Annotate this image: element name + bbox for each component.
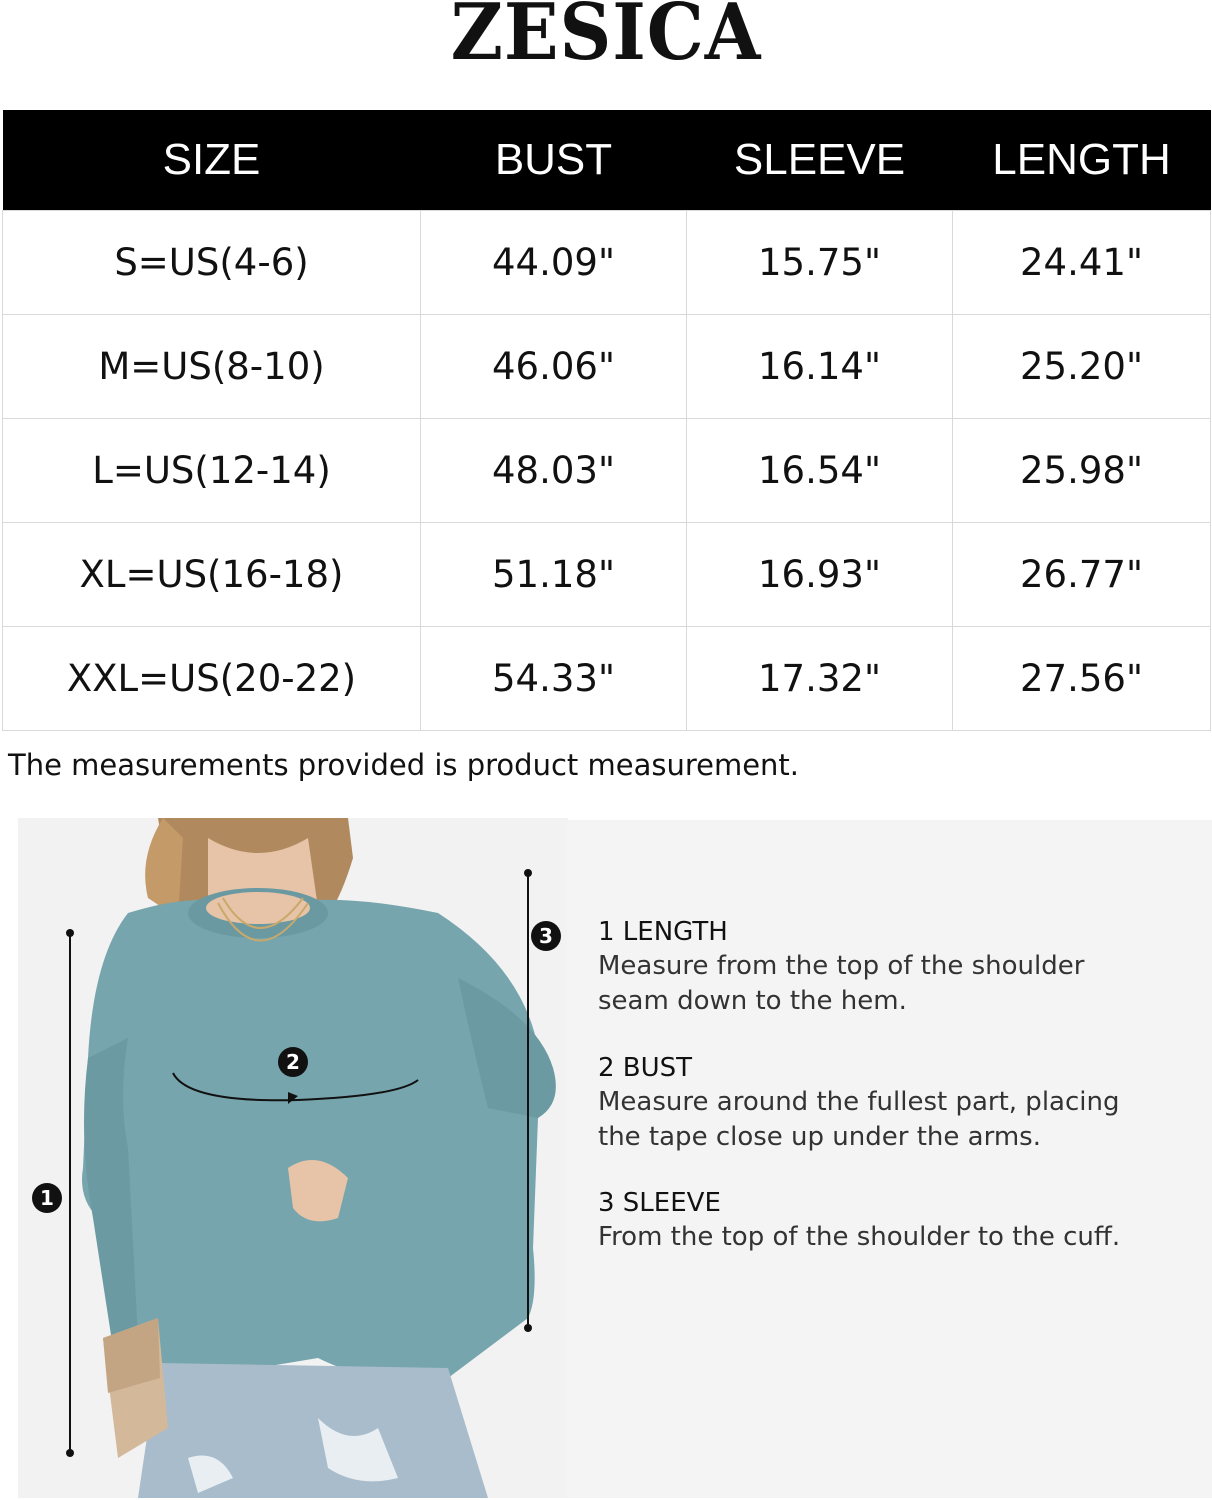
instruction-sleeve (598, 1186, 1120, 1255)
table-header-row (3, 110, 1211, 211)
header-length: LENGTH (953, 110, 1211, 211)
cell-bust: 48.03" (421, 419, 687, 523)
cell-bust: 46.06" (421, 315, 687, 419)
cell-sleeve: 16.93" (687, 523, 953, 627)
table-row (3, 315, 1211, 419)
measurement-note: The measurements provided is product measurement. (8, 748, 800, 782)
cell-size: XXL=US(20-22) (3, 627, 421, 731)
header-size: SIZE (3, 110, 421, 211)
cell-length: 25.98" (953, 419, 1211, 523)
cell-sleeve: 15.75" (687, 211, 953, 315)
header-sleeve: SLEEVE (687, 110, 953, 211)
cell-size: L=US(12-14) (3, 419, 421, 523)
marker-3-icon: 3 (531, 921, 561, 951)
instruction-length (598, 915, 1084, 1019)
cell-size: XL=US(16-18) (3, 523, 421, 627)
cell-length: 27.56" (953, 627, 1211, 731)
header-bust: BUST (421, 110, 687, 211)
cell-bust: 44.09" (421, 211, 687, 315)
instruction-text: Measure from the top of the shoulder (598, 951, 1085, 981)
instruction-title: 3 SLEEVE (598, 1188, 721, 1218)
instruction-title: 1 LENGTH (598, 917, 728, 947)
brand-logo: ZESICA (450, 0, 762, 78)
instruction-text: From the top of the shoulder to the cuff. (598, 1222, 1121, 1252)
instruction-text: Measure around the fullest part, placing (598, 1087, 1120, 1117)
instruction-bust (598, 1051, 1119, 1155)
instruction-title: 2 BUST (598, 1053, 693, 1083)
marker-2-icon: 2 (278, 1047, 308, 1077)
measurement-overlay (18, 818, 568, 1498)
cell-sleeve: 16.14" (687, 315, 953, 419)
cell-size: M=US(8-10) (3, 315, 421, 419)
cell-sleeve: 17.32" (687, 627, 953, 731)
instruction-text: seam down to the hem. (598, 986, 907, 1016)
cell-length: 25.20" (953, 315, 1211, 419)
cell-bust: 54.33" (421, 627, 687, 731)
model-photo (18, 818, 568, 1498)
marker-1-icon: 1 (32, 1183, 62, 1213)
cell-size: S=US(4-6) (3, 211, 421, 315)
table-row (3, 523, 1211, 627)
cell-sleeve: 16.54" (687, 419, 953, 523)
size-chart-table (2, 110, 1211, 731)
cell-bust: 51.18" (421, 523, 687, 627)
table-row (3, 419, 1211, 523)
instruction-text: the tape close up under the arms. (598, 1122, 1041, 1152)
table-row (3, 211, 1211, 315)
cell-length: 26.77" (953, 523, 1211, 627)
cell-length: 24.41" (953, 211, 1211, 315)
table-row (3, 627, 1211, 731)
